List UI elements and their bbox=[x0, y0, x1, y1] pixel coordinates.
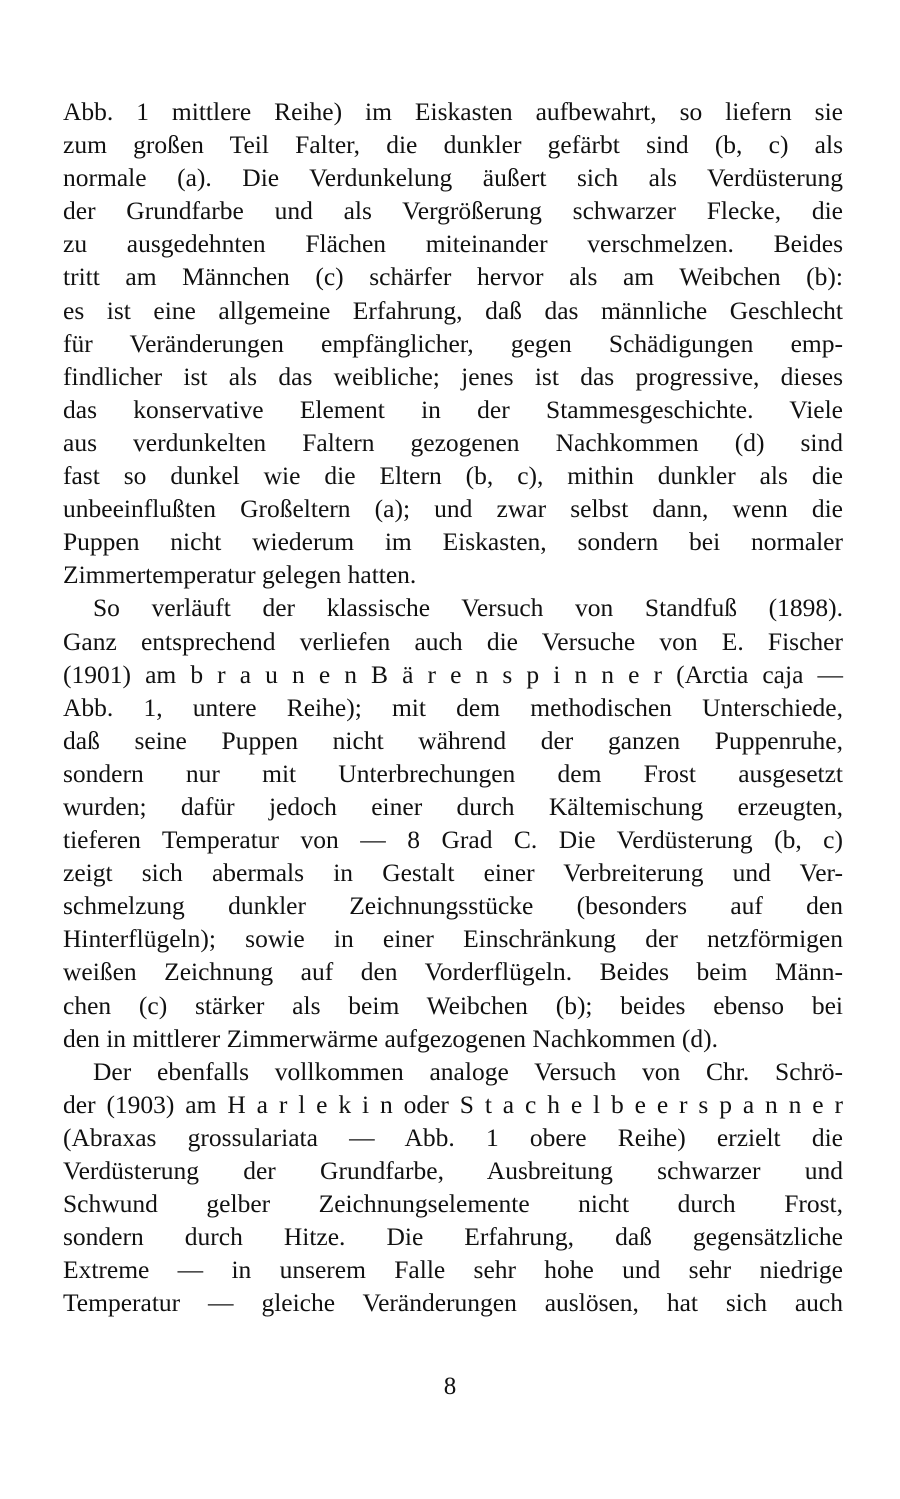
text-line: Der ebenfalls vollkommen analoge Versuch von Chr. Schrö- bbox=[93, 1056, 843, 1086]
paragraph-3 bbox=[63, 1055, 843, 1320]
text-line: unbeeinflußten Großeltern (a); und zwar selbst dann, wenn die bbox=[63, 494, 843, 524]
text-line: Abb. 1 mittlere Reihe) im Eiskasten aufbewahrt, so liefern sie bbox=[63, 97, 843, 126]
text-line: zum großen Teil Falter, die dunkler gefärbt sind (b, c) als bbox=[63, 130, 843, 160]
paragraph-1 bbox=[63, 95, 843, 591]
text-line: weißen Zeichnung auf den Vorderflügeln. Beides beim Männ- bbox=[63, 957, 843, 987]
text-line: tieferen Temperatur von — 8 Grad C. Die Verdüsterung (b, c) bbox=[63, 825, 843, 855]
text-line: chen (c) stärker als beim Weibchen (b); beides ebenso bei bbox=[63, 990, 843, 1020]
text-line: daß seine Puppen nicht während der ganzen Puppenruhe, bbox=[63, 725, 843, 755]
text-line: der (1903) am H a r l e k i n oder S t a c h e l b e e r s p a n n e r bbox=[63, 1089, 843, 1119]
text-line: Zimmertemperatur gelegen hatten. bbox=[63, 560, 417, 590]
text-line: Puppen nicht wiederum im Eiskasten, sondern bei normaler bbox=[63, 527, 843, 557]
text-line: Hinterflügeln); sowie in einer Einschränkung der netzförmigen bbox=[63, 924, 843, 954]
text-line: sondern nur mit Unterbrechungen dem Frost ausgesetzt bbox=[63, 758, 843, 788]
text-line: normale (a). Die Verdunkelung äußert sich als Verdüsterung bbox=[63, 163, 843, 193]
text-line: das konservative Element in der Stammesgeschichte. Viele bbox=[63, 394, 843, 424]
text-line: sondern durch Hitze. Die Erfahrung, daß gegensätzliche bbox=[63, 1222, 843, 1252]
text-line: Temperatur — gleiche Veränderungen auslösen, hat sich auch bbox=[63, 1288, 843, 1318]
text-line: findlicher ist als das weibliche; jenes ist das progressive, dieses bbox=[63, 361, 843, 391]
text-line: fast so dunkel wie die Eltern (b, c), mithin dunkler als die bbox=[63, 461, 843, 491]
text-line: Extreme — in unserem Falle sehr hohe und sehr niedrige bbox=[63, 1255, 843, 1285]
text-line: Abb. 1, untere Reihe); mit dem methodischen Unterschiede, bbox=[63, 692, 843, 722]
text-line: zu ausgedehnten Flächen miteinander verschmelzen. Beides bbox=[63, 229, 843, 259]
text-line: aus verdunkelten Faltern gezogenen Nachkommen (d) sind bbox=[63, 427, 843, 457]
text-line: den in mittlerer Zimmerwärme aufgezogenen Nachkommen (d). bbox=[63, 1023, 718, 1053]
text-line: zeigt sich abermals in Gestalt einer Verbreiterung und Ver- bbox=[63, 858, 843, 888]
text-line: So verläuft der klassische Versuch von Standfuß (1898). bbox=[93, 593, 843, 623]
text-line: schmelzung dunkler Zeichnungsstücke (besonders auf den bbox=[63, 891, 843, 921]
text-line: Ganz entsprechend verliefen auch die Versuche von E. Fischer bbox=[63, 626, 843, 656]
text-line: es ist eine allgemeine Erfahrung, daß das männliche Geschlecht bbox=[63, 295, 843, 325]
body-text bbox=[63, 95, 843, 1319]
text-line: (Abraxas grossulariata — Abb. 1 obere Reihe) erzielt die bbox=[63, 1122, 843, 1152]
text-line: tritt am Männchen (c) schärfer hervor als am Weibchen (b): bbox=[63, 262, 843, 292]
page-number: 8 bbox=[443, 1373, 457, 1400]
text-line: (1901) am b r a u n e n B ä r e n s p i n n e r (Arctia caja — bbox=[63, 659, 843, 689]
text-line: Verdüsterung der Grundfarbe, Ausbreitung schwarzer und bbox=[63, 1156, 843, 1185]
text-line: der Grundfarbe und als Vergrößerung schwarzer Flecke, die bbox=[63, 196, 843, 226]
text-line: für Veränderungen empfänglicher, gegen Schädigungen emp- bbox=[63, 328, 843, 358]
paragraph-2 bbox=[63, 591, 843, 1054]
text-line: wurden; dafür jedoch einer durch Kältemischung erzeugten, bbox=[63, 791, 843, 821]
text-line: Schwund gelber Zeichnungselemente nicht durch Frost, bbox=[63, 1189, 843, 1219]
